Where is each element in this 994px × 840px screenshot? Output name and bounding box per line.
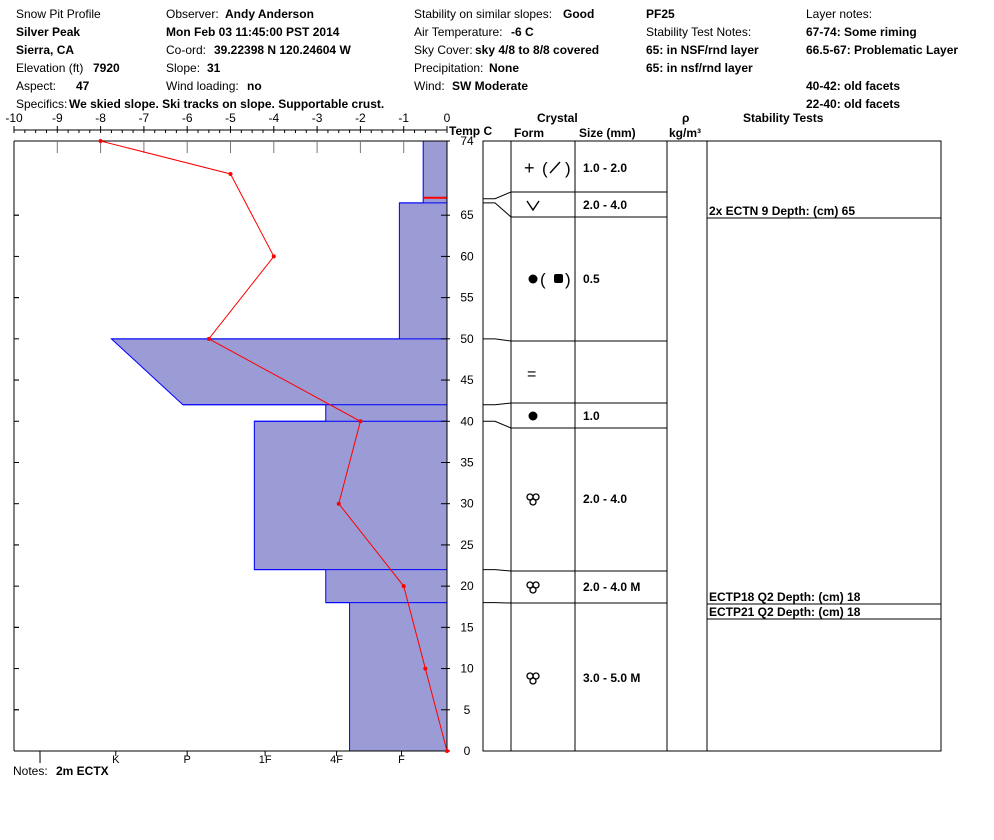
layer-notes-label: Layer notes: [806,7,873,21]
temperature-point [99,139,103,143]
depth-tick-label: 55 [460,290,474,305]
layer-size: 3.0 - 5.0 M [583,671,641,685]
observer-value: Andy Anderson [225,7,314,21]
depth-tick-label: 60 [460,249,474,264]
coord-label: Co-ord: [166,43,207,57]
slope-label: Slope: [166,61,201,75]
footer-notes-label: Notes: [13,764,48,778]
temperature-point [272,254,276,258]
slope-value: 31 [207,61,221,75]
stability-note-1: 65: in NSF/rnd layer [646,43,759,57]
stability-tests-header: Stability Tests [743,111,824,125]
depth-tick-label: 0 [463,744,471,758]
temp-tick-label: -2 [355,111,366,125]
stability-test-label: ECTP21 Q2 Depth: (cm) 18 [709,605,861,619]
depth-tick-label: 25 [460,537,474,552]
location: Silver Peak [16,25,81,39]
form-header: Form [514,126,544,140]
temp-tick-label: -10 [5,111,23,125]
precip-particle-icon: + [524,158,535,178]
stability-note-2: 65: in nsf/rnd layer [646,61,753,75]
hardness-profile [111,141,447,751]
fragment-icon [550,162,560,173]
wind-label: Wind: [414,79,445,93]
depth-tick-label: 30 [460,496,474,511]
hardness-label: K [112,754,120,766]
rounded-grain-icon [529,275,538,284]
depth-tick-label: 10 [460,661,474,676]
elevation-value: 7920 [93,61,120,75]
temperature-point [207,337,211,341]
hardness-label: I [38,754,42,766]
layer-connector [483,339,511,341]
pit-title: Snow Pit Profile [16,7,101,21]
layer-note-3: 40-42: old facets [806,79,901,93]
layer-table-frame [483,141,941,751]
elevation-label: Elevation (ft) [16,61,84,75]
precipitation-label: Precipitation: [414,61,484,75]
crust-icon: = [527,366,537,383]
layer-connector [483,421,511,428]
density-header: ρ [682,111,690,125]
layer-connector [483,192,511,199]
layer-connector [483,203,511,217]
temp-tick-label: -1 [398,111,410,125]
stability-test-label: ECTP18 Q2 Depth: (cm) 18 [709,590,861,604]
sky-cover-value: sky 4/8 to 8/8 covered [475,43,600,57]
layer-connector [483,570,511,571]
depth-tick-label: 15 [460,620,474,635]
temperature-point [445,749,449,753]
layer-size: 1.0 - 2.0 [583,161,628,175]
temp-tick-label: -6 [181,111,193,125]
temperature-point [229,172,233,176]
depth-tick-label: 50 [460,331,474,346]
layer-size: 2.0 - 4.0 M [583,580,641,594]
temperature-point [423,667,427,671]
surface-hoar-icon [527,201,539,210]
observation-datetime: Mon Feb 03 11:45:00 PST 2014 [166,25,340,39]
stability-tests [707,204,941,619]
specifics-label: Specifics: [16,97,68,111]
temp-tick-label: -9 [51,111,63,125]
stability-test-label: 2x ECTN 9 Depth: (cm) 65 [709,204,856,218]
depth-tick-label: 74 [460,134,474,148]
observer-label: Observer: [166,7,219,21]
footer-notes-value: 2m ECTX [56,764,109,778]
specifics-value: We skied slope. Ski tracks on slope. Supportable crust. [69,97,385,111]
paren-open-icon: ( [542,159,548,178]
region: Sierra, CA [16,43,75,57]
temperature-axis [5,111,450,153]
air-temp-value: -6 C [511,25,534,39]
depth-tick-label: 45 [460,373,474,388]
hardness-label: F [398,754,405,766]
pf-value: PF25 [646,7,675,21]
temp-tick-label: -8 [95,111,106,125]
temperature-point [358,419,362,423]
aspect-value: 47 [76,79,90,93]
density-unit: kg/m³ [669,126,702,140]
depth-tick-label: 65 [460,208,474,223]
depth-tick-label: 5 [463,702,471,717]
rounded-grain-icon [529,412,538,421]
temp-tick-label: -5 [225,111,236,125]
hardness-label: P [183,754,191,766]
air-temp-label: Air Temperature: [414,25,503,39]
layer-note-2: 66.5-67: Problematic Layer [806,43,959,57]
hardness-area [111,141,447,751]
layer-size: 0.5 [583,272,600,286]
paren-open-icon: ( [540,270,546,289]
aspect-label: Aspect: [16,79,57,93]
layer-note-1: 67-74: Some riming [806,25,917,39]
hardness-axis [38,751,405,766]
sky-cover-label: Sky Cover: [414,43,473,57]
depth-hoar-icon [530,678,536,684]
temp-tick-label: -4 [268,111,280,125]
coord-value: 39.22398 N 120.24604 W [214,43,351,57]
paren-close-icon: ) [565,270,571,289]
temperature-point [337,502,341,506]
wind-loading-value: no [247,79,262,93]
layer-connector [483,403,511,405]
layer-table [483,141,941,751]
precipitation-value: None [489,61,519,75]
temp-tick-label: -7 [138,111,150,125]
faceted-rounded-icon [554,274,563,283]
temperature-point [402,584,406,588]
depth-hoar-icon [530,587,536,593]
hardness-label: 4F [330,754,344,766]
layer-note-4: 22-40: old facets [806,97,901,111]
temp-tick-label: -3 [311,111,323,125]
depth-tick-label: 20 [460,579,474,594]
depth-tick-label: 40 [460,414,474,429]
wind-loading-label: Wind loading: [166,79,239,93]
depth-tick-label: 35 [460,455,474,470]
depth-hoar-icon [530,499,536,505]
stability-label: Stability on similar slopes: [414,7,553,21]
paren-close-icon: ) [565,159,571,178]
temp-header: Temp C [449,124,493,138]
wind-value: SW Moderate [452,79,529,93]
size-header: Size (mm) [579,126,636,140]
layer-size: 1.0 [583,409,600,423]
layer-size: 2.0 - 4.0 [583,492,628,506]
stability-notes-label: Stability Test Notes: [646,25,752,39]
stability-value: Good [563,7,595,21]
hardness-label: 1F [258,754,272,766]
layer-size: 2.0 - 4.0 [583,198,628,212]
temp-tick-label: 0 [443,111,451,125]
crystal-header: Crystal [537,111,578,125]
